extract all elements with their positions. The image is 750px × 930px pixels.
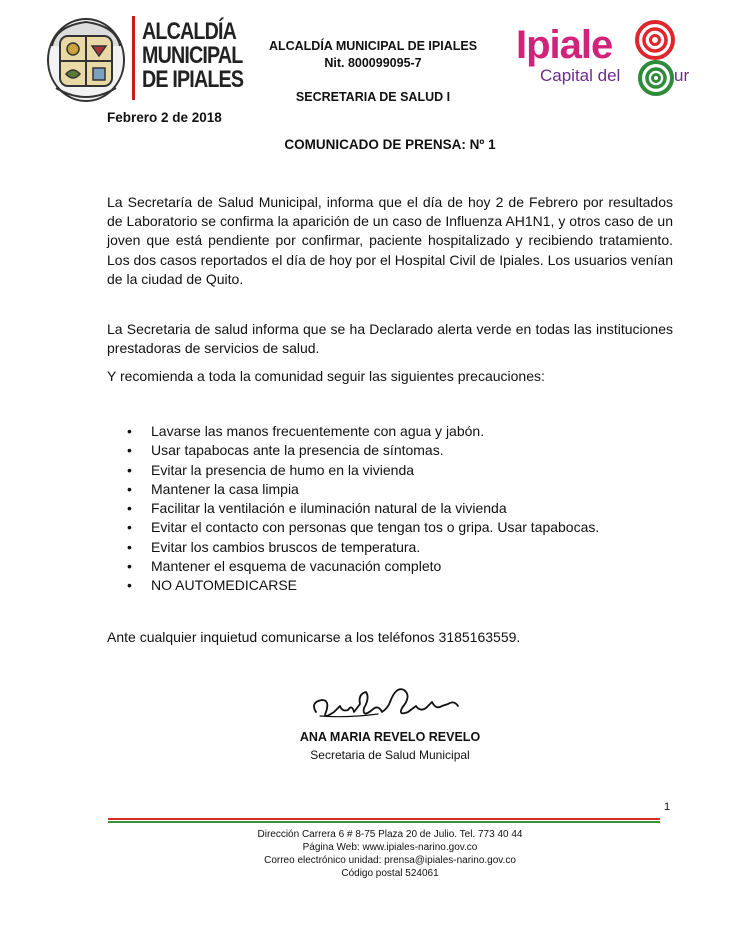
- paragraph-alert: La Secretaria de salud informa que se ha Declarado alerta verde en todas las instituciones prestadoras de servicios de salud.: [107, 321, 673, 357]
- letterhead-center: [236, 38, 510, 106]
- precautions-list: [107, 422, 599, 596]
- paragraph-announcement: La Secretaría de Salud Municipal, informa que el día de hoy 2 de Febrero por resultados de Laboratorio se confirma la aparición de un caso de Influenza AH1N1, y otros caso de un joven que está pendiente por confirmar, paciente hospitalizado y recibiendo tratamiento. Los dos casos reportados el día de hoy por el Hospital Civil de Ipiales. Los usuarios venían de la ciudad de Quito.: [107, 194, 673, 287]
- footer-address: Dirección Carrera 6 # 8-75 Plaza 20 de Julio. Tel. 773 40 44: [257, 829, 523, 840]
- footer-postal: Código postal 524061: [341, 868, 439, 879]
- page-number: 1: [664, 801, 671, 813]
- signer-name: ANA MARIA REVELO REVELO: [299, 730, 481, 744]
- footer-rule-green: [108, 821, 660, 823]
- list-item: • Evitar el contacto con personas que tengan tos o gripa. Usar tapabocas.: [151, 518, 599, 537]
- department-name: SECRETARIA DE SALUD I: [295, 90, 451, 104]
- document-date: Febrero 2 de 2018: [107, 110, 222, 125]
- nit-number: Nit. 800099095-7: [324, 56, 422, 70]
- brand-tail: ur: [674, 66, 690, 85]
- brand-tagline: Capital del: [540, 66, 621, 85]
- list-item: • NO AUTOMEDICARSE: [151, 576, 599, 595]
- footer-email: Correo electrónico unidad: prensa@ipiales-narino.gov.co: [264, 855, 516, 866]
- spiral-icon-top: [637, 22, 673, 58]
- ipiales-brand-logo: [510, 18, 700, 98]
- spiral-icon-bottom: [640, 62, 672, 94]
- handwritten-signature-icon: [308, 682, 468, 730]
- municipal-crest-icon: [46, 16, 126, 102]
- list-item: • Evitar los cambios bruscos de temperatura.: [151, 538, 599, 557]
- footer-web: Página Web: www.ipiales-narino.gov.co: [302, 842, 478, 853]
- org-name: ALCALDÍA MUNICIPAL DE IPIALES: [268, 39, 478, 53]
- paragraph-contact: Ante cualquier inquietud comunicarse a los teléfonos 3185163559.: [107, 629, 521, 645]
- alcaldia-logo-text: ALCALDÍA MUNICIPAL DE IPIALES: [142, 18, 244, 93]
- list-item: • Facilitar la ventilación e iluminación natural de la vivienda: [151, 499, 599, 518]
- footer-rule-red: [108, 818, 660, 820]
- list-item: • Usar tapabocas ante la presencia de síntomas.: [151, 441, 599, 460]
- list-item: • Mantener la casa limpia: [151, 480, 599, 499]
- signer-role: Secretaria de Salud Municipal: [310, 748, 470, 762]
- document-title: COMUNICADO DE PRENSA: Nº 1: [284, 137, 496, 152]
- list-item: • Evitar la presencia de humo en la vivienda: [151, 461, 599, 480]
- list-item: • Mantener el esquema de vacunación completo: [151, 557, 599, 576]
- brand-main-text: Ipiale: [516, 23, 613, 67]
- logo-divider: [132, 16, 135, 100]
- paragraph-recommendation: Y recomienda a toda la comunidad seguir las siguientes precauciones:: [107, 368, 545, 384]
- list-item: • Lavarse las manos frecuentemente con agua y jabón.: [151, 422, 599, 441]
- footer: [200, 828, 580, 880]
